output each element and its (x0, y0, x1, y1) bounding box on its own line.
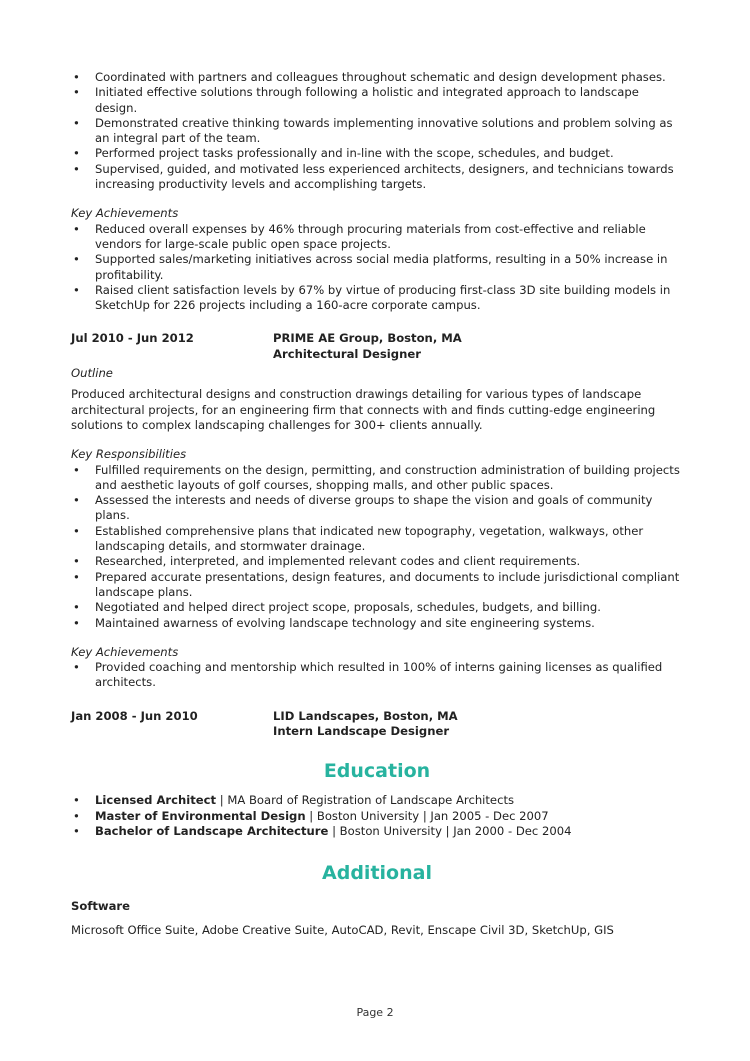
outline-heading: Outline (71, 366, 113, 381)
list-item: • Established comprehensive plans that indicated new topography, vegetation, walkways, other landscaping details, and stormwater drainage. (73, 523, 644, 554)
list-item: • Provided coaching and mentorship which resulted in 100% of interns gaining licenses as qualified architects. (73, 660, 663, 690)
list-item: • Licensed Architect | MA Board of Registration of Landscape Architects (73, 793, 515, 808)
list-item: • Fulfilled requirements on the design, permitting, and construction administration of building projects and aesthetic layouts of golf courses, shopping malls, and other public spaces. (73, 462, 680, 492)
job-header-lid (71, 709, 683, 740)
job-responsibilities (71, 463, 683, 631)
job-dates: Jan 2008 - Jun 2010 (71, 708, 198, 723)
list-item: • Coordinated with partners and colleagues throughout schematic and design development phases. (73, 70, 666, 84)
list-item: • Maintained awarness of evolving landscape technology and site engineering systems. (73, 615, 595, 630)
job-outline: Produced architectural designs and construction drawings detailing for various types of landscape architectural projects, for an engineering firm that connects with and finds cutting-edge engineering solutions to complex landscaping challenges for 300+ clients annually. (71, 387, 656, 432)
job-company: PRIME AE Group, Boston, MA (273, 331, 462, 346)
page-number: Page 2 (356, 1006, 394, 1019)
software-list: Microsoft Office Suite, Adobe Creative Suite, AutoCAD, Revit, Enscape Civil 3D, SketchUp, GIS (71, 923, 614, 938)
list-item: • Reduced overall expenses by 46% through procuring materials from cost-effective and reliable vendors for large-scale public open space projects. (73, 221, 646, 251)
list-item: • Master of Environmental Design | Boston University | Jan 2005 - Dec 2007 (73, 808, 549, 823)
key-achievements-heading: Key Achievements (71, 644, 179, 659)
job-dates: Jul 2010 - Jun 2012 (71, 331, 194, 346)
job-title: Architectural Designer (273, 346, 421, 361)
list-item: • Supported sales/marketing initiatives across social media platforms, resulting in a 50% increase in profitability. (73, 252, 668, 282)
list-item: • Raised client satisfaction levels by 67% by virtue of producing first-class 3D site building models in SketchUp for 226 projects including a 160-acre corporate campus. (73, 282, 671, 313)
list-item: • Researched, interpreted, and implemented relevant codes and client requirements. (73, 554, 581, 569)
job-company: LID Landscapes, Boston, MA (273, 708, 458, 723)
key-responsibilities-heading: Key Responsibilities (71, 447, 187, 462)
list-item: • Performed project tasks professionally and in-line with the scope, schedules, and budget. (73, 146, 614, 161)
education-heading: Education (323, 760, 431, 783)
job-title: Intern Landscape Designer (273, 723, 450, 738)
list-item: • Negotiated and helped direct project scope, proposals, schedules, budgets, and billing. (73, 600, 601, 615)
job-achievements (71, 660, 683, 691)
job-header-prime (71, 331, 683, 362)
resume-page (71, 70, 683, 939)
software-label: Software (71, 899, 131, 914)
list-item: • Prepared accurate presentations, design features, and documents to include jurisdictional compliant landscape plans. (73, 569, 680, 599)
education-list (71, 793, 683, 839)
list-item: • Bachelor of Landscape Architecture | Boston University | Jan 2000 - Dec 2004 (73, 823, 572, 838)
list-item: • Supervised, guided, and motivated less experienced architects, designers, and technicians towards increasing productivity levels and accomplishing targets. (73, 161, 674, 192)
key-achievements-heading: Key Achievements (71, 206, 179, 221)
list-item: • Assessed the interests and needs of diverse groups to shape the vision and goals of community plans. (73, 493, 653, 523)
previous-role-bullets (71, 70, 683, 192)
additional-heading: Additional (322, 862, 432, 885)
previous-role-achievements (71, 222, 683, 314)
list-item: • Demonstrated creative thinking towards implementing innovative solutions and problem solving as an integral part of the team. (73, 115, 673, 146)
list-item: • Initiated effective solutions through following a holistic and integrated approach to landscape design. (73, 85, 639, 115)
